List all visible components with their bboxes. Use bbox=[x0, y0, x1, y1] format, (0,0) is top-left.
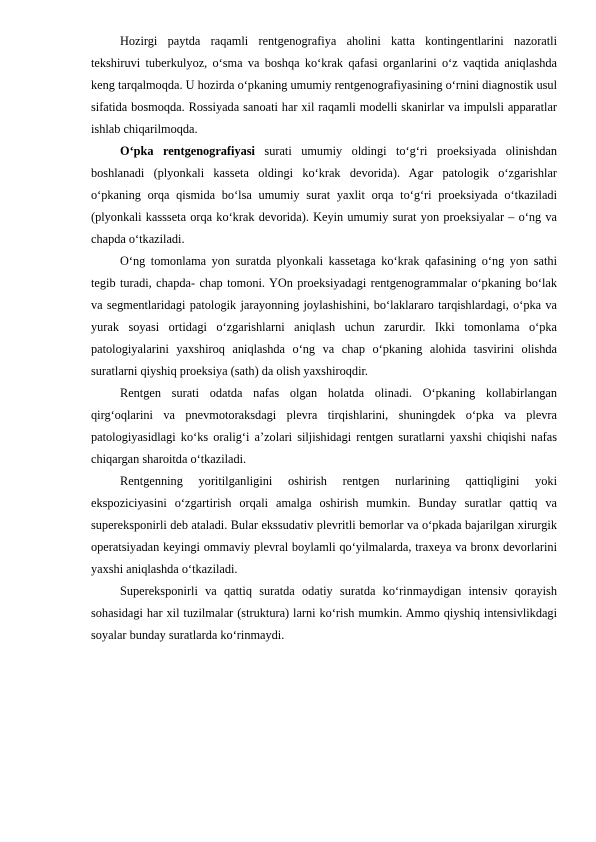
paragraph-1-text: Hozirgi paytda raqamli rentgenografiya aholini katta kontingentlarini nazoratli tekshiruvi tuberkulyoz, o‘sma va boshqa ko‘krak qafasi organlarini o‘z vaqtida aniqlashda keng tarqalmoqda. U hozirda o‘pkaning umumiy rentgenografiyasining o‘rnini diagnostik usul sifatida bosmoqda. Rossiyada sanoati har xil raqamli modelli skanirlar va impulsli apparatlar ishlab chiqarilmoqda. bbox=[91, 34, 557, 136]
paragraph-3 bbox=[91, 250, 557, 382]
paragraph-1 bbox=[91, 30, 557, 140]
paragraph-6-text: Supereksponirli va qattiq suratda odatiy suratda ko‘rinmaydigan intensiv qorayish sohasidagi har xil tuzilmalar (struktura) larni ko‘rish mumkin. Ammo qiyshiq intensivlikdagi soyalar bunday suratlarda ko‘rinmaydi. bbox=[91, 584, 557, 642]
paragraph-4 bbox=[91, 382, 557, 470]
paragraph-2 bbox=[91, 140, 557, 250]
paragraph-2-heading: O‘pka rentgenografiyasi bbox=[120, 144, 255, 158]
paragraph-5-text: Rentgenning yoritilganligini oshirish rentgen nurlarining qattiqligini yoki ekspoziciyasini o‘zgartirish orqali amalga oshirish mumkin. Bunday suratlar qattiq va supereksponirli deb ataladi. Bular ekssudativ plevritli bemorlar va o‘pkada bajarilgan xirurgik operatsiyadan keyingi ommaviy plevral boylamli qo‘yilmalarda, traxeya va bronx devorlarini yaxshi aniqlashda o‘tkaziladi. bbox=[91, 474, 557, 576]
paragraph-3-text: O‘ng tomonlama yon suratda plyonkali kassetaga ko‘krak qafasining o‘ng yon sathi tegib turadi, chapda- chap tomoni. YOn proeksiyadagi rentgenogrammalar o‘pkaning bo‘lak va segmentlaridagi patologik jarayonning joylashishini, bo‘laklararo tarqishlardagi, o‘pka va yurak soyasi ortidagi o‘zgarishlarni aniqlash uchun zarurdir. Ikki tomonlama o‘pka patologiyalarini yaxshiroq aniqlashda o‘ng va chap o‘pkaning alohida tasvirini olishda suratlarni qiyshiq proeksiya (sath) da olish yaxshiroqdir. bbox=[91, 254, 557, 378]
paragraph-5 bbox=[91, 470, 557, 580]
document-page bbox=[91, 30, 557, 646]
paragraph-4-text: Rentgen surati odatda nafas olgan holatda olinadi. O‘pkaning kollabirlangan qirg‘oqlarini va pnevmotoraksdagi plevra tirqishlarini, shuningdek o‘pka va plevra patologiyasidlagi ko‘ks oralig‘i a’zolari siljishidagi rentgen suratlarni yaxshi chiqishi nafas chiqargan sharoitda o‘tkaziladi. bbox=[91, 386, 557, 466]
paragraph-6 bbox=[91, 580, 557, 646]
paragraph-2-text: surati umumiy oldingi to‘g‘ri proeksiyada olinishdan boshlanadi (plyonkali kasseta oldingi ko‘krak devorida). Agar patologik o‘zgarishlar o‘pkaning orqa qismida bo‘lsa umumiy surat yaxlit orqa to‘g‘ri proeksiyada o‘tkaziladi (plyonkali kassseta orqa ko‘krak devorida). Keyin umumiy surat yon proeksiyalar – o‘ng va chapda o‘tkaziladi. bbox=[91, 144, 557, 246]
